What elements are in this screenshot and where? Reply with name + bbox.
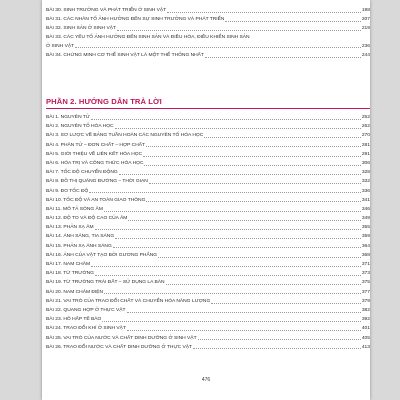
leader-dots bbox=[205, 51, 361, 58]
toc-entry-page: 413 bbox=[361, 343, 370, 352]
leader-dots bbox=[104, 205, 361, 212]
toc-entry bbox=[46, 168, 370, 177]
leader-dots bbox=[91, 260, 361, 267]
page-number: 476 bbox=[201, 377, 211, 383]
toc-entry-page: 346 bbox=[361, 205, 370, 214]
toc-entry-page: 252 bbox=[361, 113, 370, 122]
toc-entry-title: BÀI 24. TRAO ĐỔI KHÍ Ở SINH VẬT bbox=[46, 324, 127, 333]
toc-entry-title-cont: Ở SINH VẬT bbox=[46, 42, 75, 51]
leader-dots bbox=[115, 122, 361, 129]
toc-entry-page: 392 bbox=[361, 315, 370, 324]
toc-entry-title: BÀI 21. VAI TRÒ CỦA TRAO ĐỔI CHẤT VÀ CHUYỂN HÓA NĂNG LƯỢNG bbox=[46, 297, 211, 306]
leader-dots bbox=[204, 131, 361, 138]
toc-entry-page: 379 bbox=[361, 297, 370, 306]
toc-entry-title: BÀI 30. SINH TRƯỞNG VÀ PHÁT TRIỂN Ở SINH VẬT bbox=[46, 6, 167, 15]
toc-entry bbox=[46, 242, 370, 251]
leader-dots bbox=[127, 324, 361, 331]
toc-entry-page: 306 bbox=[361, 159, 370, 168]
toc-entry-page: 332 bbox=[361, 177, 370, 186]
toc-entry bbox=[46, 122, 370, 131]
leader-dots bbox=[128, 214, 360, 221]
leader-dots bbox=[193, 343, 361, 350]
toc-entry bbox=[46, 223, 370, 232]
leader-dots bbox=[149, 177, 361, 184]
leader-dots bbox=[166, 278, 361, 285]
toc-main-list bbox=[46, 113, 370, 352]
toc-entry-title: BÀI 32. SINH SẢN Ở SINH VẬT bbox=[46, 24, 117, 33]
toc-entry-page: 401 bbox=[361, 324, 370, 333]
toc-entry bbox=[46, 131, 370, 140]
toc-entry-title: BÀI 20. NAM CHÂM ĐIỆN bbox=[46, 288, 104, 297]
toc-entry bbox=[46, 177, 370, 186]
toc-entry-title: BÀI 3. SƠ LƯỢC VỀ BẢNG TUẦN HOÀN CÁC NGUYÊN TỐ HÓA HỌC bbox=[46, 131, 204, 140]
leader-dots bbox=[91, 113, 361, 120]
toc-entry-title: BÀI 33. CÁC YẾU TỐ ẢNH HƯỞNG ĐẾN SINH SẢN VÀ ĐIỀU HÒA, ĐIỀU KHIỂN SINH SẢN bbox=[46, 34, 250, 40]
toc-entry-page: 207 bbox=[361, 15, 370, 24]
toc-entry-title: BÀI 25. VAI TRÒ CỦA NƯỚC VÀ CHẤT DINH DƯỠNG Ở SINH VẬT bbox=[46, 334, 198, 343]
toc-entry-page: 368 bbox=[361, 251, 370, 260]
toc-entry-page: 198 bbox=[361, 6, 370, 15]
toc-entry-page: 219 bbox=[361, 24, 370, 33]
toc-entry-title: BÀI 22. QUANG HỢP Ở THỰC VẬT bbox=[46, 306, 127, 315]
toc-entry-title: BÀI 16. ẢNH CỦA VẬT TẠO BỞI GƯƠNG PHẲNG bbox=[46, 251, 158, 260]
toc-entry-title: BÀI 8. ĐỒ THỊ QUÃNG ĐƯỜNG – THỜI GIAN bbox=[46, 177, 149, 186]
toc-entry-page: 355 bbox=[361, 223, 370, 232]
toc-entry bbox=[46, 15, 370, 24]
toc-entry-page: 382 bbox=[361, 306, 370, 315]
leader-dots bbox=[146, 141, 361, 148]
toc-entry-page: 291 bbox=[361, 150, 370, 159]
toc-entry-page: 349 bbox=[361, 214, 370, 223]
toc-entry bbox=[46, 196, 370, 205]
leader-dots bbox=[104, 288, 361, 295]
toc-entry-page: 405 bbox=[361, 334, 370, 343]
toc-entry-page: 373 bbox=[361, 269, 370, 278]
toc-entry-title: BÀI 10. TỐC ĐỘ VÀ AN TOÀN GIAO THÔNG bbox=[46, 196, 146, 205]
leader-dots bbox=[102, 315, 361, 322]
toc-entry-page: 364 bbox=[361, 242, 370, 251]
leader-dots bbox=[198, 334, 361, 341]
book-page bbox=[42, 0, 370, 400]
toc-entry-title: BÀI 18. TỪ TRƯỜNG bbox=[46, 269, 95, 278]
toc-entry bbox=[46, 334, 370, 343]
toc-entry bbox=[46, 113, 370, 122]
toc-entry-page: 262 bbox=[361, 122, 370, 131]
toc-entry-page: 244 bbox=[361, 51, 370, 60]
toc-entry-title: BÀI 5. GIỚI THIỆU VỀ LIÊN KẾT HÓA HỌC bbox=[46, 150, 143, 159]
leader-dots bbox=[167, 6, 361, 13]
toc-entry bbox=[46, 24, 370, 33]
leader-dots bbox=[95, 223, 361, 230]
toc-entry-page: 328 bbox=[361, 168, 370, 177]
toc-entry-continuation bbox=[46, 42, 370, 51]
toc-entry bbox=[46, 324, 370, 333]
leader-dots bbox=[115, 232, 361, 239]
toc-entry-title: BÀI 15. PHẢN XẠ ÁNH SÁNG bbox=[46, 242, 113, 251]
toc-entry bbox=[46, 150, 370, 159]
toc-entry bbox=[46, 141, 370, 150]
toc-entry-title: BÀI 2. NGUYÊN TỐ HÓA HỌC bbox=[46, 122, 115, 131]
toc-entry-title: BÀI 19. TỪ TRƯỜNG TRÁI ĐẤT – SỬ DỤNG LA BÀN bbox=[46, 278, 166, 287]
toc-entry-page: 371 bbox=[361, 260, 370, 269]
toc-top-list bbox=[46, 6, 370, 60]
toc-entry bbox=[46, 205, 370, 214]
toc-entry-title: BÀI 14. ÁNH SÁNG, TIA SÁNG bbox=[46, 232, 115, 241]
toc-entry-page: 270 bbox=[361, 131, 370, 140]
leader-dots bbox=[127, 306, 361, 313]
toc-entry-title: BÀI 7. TỐC ĐỘ CHUYỂN ĐỘNG bbox=[46, 168, 119, 177]
toc-entry-page: 377 bbox=[361, 288, 370, 297]
leader-dots bbox=[158, 251, 361, 258]
part-title: PHẦN 2. HƯỚNG DẪN TRẢ LỜI bbox=[46, 97, 162, 106]
leader-dots bbox=[119, 168, 361, 175]
leader-dots bbox=[146, 196, 360, 203]
toc-entry-title: BÀI 26. TRAO ĐỔI NƯỚC VÀ CHẤT DINH DƯỠNG Ở THỰC VẬT bbox=[46, 343, 193, 352]
toc-entry-page: 375 bbox=[361, 278, 370, 287]
toc-entry bbox=[46, 269, 370, 278]
toc-entry-title: BÀI 34. CHỨNG MINH CƠ THỂ SINH VẬT LÀ MỘT THỂ THỐNG NHẤT bbox=[46, 51, 205, 60]
toc-entry-page: 281 bbox=[361, 141, 370, 150]
toc-entry-title: BÀI 23. HÔ HẤP TẾ BÀO bbox=[46, 315, 102, 324]
toc-entry-page: 336 bbox=[361, 187, 370, 196]
toc-entry bbox=[46, 278, 370, 287]
leader-dots bbox=[144, 159, 360, 166]
toc-entry bbox=[46, 51, 370, 60]
toc-entry bbox=[46, 6, 370, 15]
toc-entry-page: 236 bbox=[361, 42, 370, 51]
toc-entry-title: BÀI 9. ĐO TỐC ĐỘ bbox=[46, 187, 89, 196]
leader-dots bbox=[95, 269, 361, 276]
toc-entry bbox=[46, 297, 370, 306]
leader-dots bbox=[117, 24, 361, 31]
leader-dots bbox=[75, 42, 361, 49]
toc-entry-title: BÀI 31. CÁC NHÂN TỐ ẢNH HƯỞNG ĐẾN SỰ SINH TRƯỞNG VÀ PHÁT TRIỂN bbox=[46, 15, 225, 24]
toc-entry bbox=[46, 343, 370, 352]
toc-entry-page: 341 bbox=[361, 196, 370, 205]
leader-dots bbox=[89, 187, 361, 194]
toc-entry bbox=[46, 187, 370, 196]
leader-dots bbox=[143, 150, 361, 157]
toc-entry bbox=[46, 306, 370, 315]
toc-entry-title: BÀI 1. NGUYÊN TỬ bbox=[46, 113, 91, 122]
toc-entry-title: BÀI 13. PHẢN XẠ ÂM bbox=[46, 223, 95, 232]
toc-entry-title: BÀI 6. HÓA TRỊ VÀ CÔNG THỨC HÓA HỌC bbox=[46, 159, 144, 168]
toc-entry-title: BÀI 4. PHÂN TỬ – ĐƠN CHẤT – HỢP CHẤT bbox=[46, 141, 146, 150]
toc-entry bbox=[46, 288, 370, 297]
toc-entry bbox=[46, 232, 370, 241]
toc-entry bbox=[46, 34, 370, 42]
leader-dots bbox=[225, 15, 360, 22]
toc-entry-title: BÀI 11. MÔ TẢ SÓNG ÂM bbox=[46, 205, 104, 214]
toc-entry bbox=[46, 251, 370, 260]
toc-entry bbox=[46, 159, 370, 168]
toc-entry-title: BÀI 17. NAM CHÂM bbox=[46, 260, 91, 269]
toc-entry-title: BÀI 12. ĐỘ TO VÀ ĐỘ CAO CỦA ÂM bbox=[46, 214, 128, 223]
toc-entry bbox=[46, 214, 370, 223]
toc-entry bbox=[46, 315, 370, 324]
toc-entry-page: 359 bbox=[361, 232, 370, 241]
part-divider bbox=[46, 108, 370, 109]
toc-entry bbox=[46, 260, 370, 269]
leader-dots bbox=[211, 297, 361, 304]
leader-dots bbox=[113, 242, 361, 249]
